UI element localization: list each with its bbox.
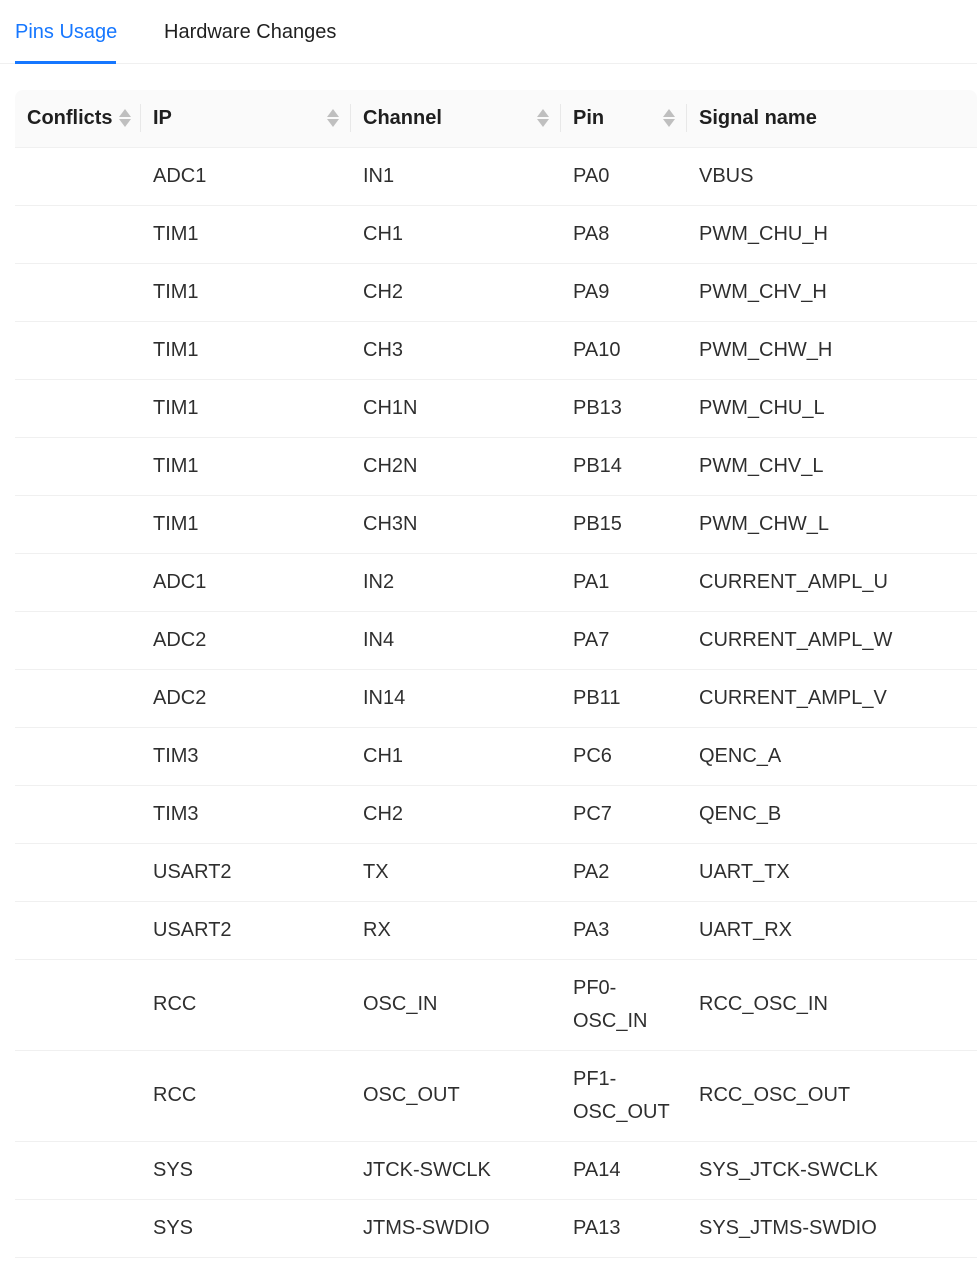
column-header-pin[interactable] <box>561 90 687 147</box>
table-row[interactable] <box>15 1199 977 1257</box>
cell-pin: PF1- OSC_OUT <box>561 1050 687 1141</box>
column-header-signal-name <box>687 90 977 147</box>
cell-conflicts <box>15 611 141 669</box>
cell-pin: PB15 <box>561 495 687 553</box>
cell-channel: CH2N <box>351 437 561 495</box>
cell-pin: PA2 <box>561 843 687 901</box>
table-row[interactable] <box>15 727 977 785</box>
cell-ip: RCC <box>141 959 351 1050</box>
cell-channel: CH3N <box>351 495 561 553</box>
active-tab-indicator <box>15 61 116 64</box>
table-row[interactable] <box>15 205 977 263</box>
sort-icon[interactable] <box>537 109 549 127</box>
cell-signal-name: UART_RX <box>687 901 977 959</box>
cell-ip: SYS <box>141 1199 351 1257</box>
cell-pin: PA9 <box>561 263 687 321</box>
cell-channel: OSC_OUT <box>351 1050 561 1141</box>
cell-pin: PA1 <box>561 553 687 611</box>
cell-signal-name: RCC_OSC_OUT <box>687 1050 977 1141</box>
cell-ip: TIM3 <box>141 727 351 785</box>
cell-signal-name: PWM_CHV_H <box>687 263 977 321</box>
cell-signal-name: CURRENT_AMPL_W <box>687 611 977 669</box>
cell-signal-name: QENC_A <box>687 727 977 785</box>
cell-conflicts <box>15 147 141 205</box>
cell-conflicts <box>15 959 141 1050</box>
cell-conflicts <box>15 1199 141 1257</box>
cell-ip: ADC1 <box>141 553 351 611</box>
tab-bar <box>0 0 977 64</box>
cell-signal-name: PWM_CHW_H <box>687 321 977 379</box>
cell-signal-name: RCC_OSC_IN <box>687 959 977 1050</box>
cell-channel: IN4 <box>351 611 561 669</box>
cell-signal-name: SYS_JTCK-SWCLK <box>687 1141 977 1199</box>
cell-ip: USART2 <box>141 901 351 959</box>
cell-channel: OSC_IN <box>351 959 561 1050</box>
cell-conflicts <box>15 437 141 495</box>
tab-hardware-changes[interactable]: Hardware Changes <box>164 21 337 43</box>
cell-pin: PB14 <box>561 437 687 495</box>
table-row[interactable] <box>15 959 977 1050</box>
cell-pin: PA3 <box>561 901 687 959</box>
sort-icon[interactable] <box>119 109 131 127</box>
column-header-channel[interactable] <box>351 90 561 147</box>
column-header-label: Signal name <box>699 106 817 129</box>
cell-pin: PC7 <box>561 785 687 843</box>
sort-icon[interactable] <box>327 109 339 127</box>
cell-ip: USART2 <box>141 843 351 901</box>
cell-channel: TX <box>351 843 561 901</box>
table-row[interactable] <box>15 495 977 553</box>
table-row[interactable] <box>15 785 977 843</box>
cell-conflicts <box>15 553 141 611</box>
cell-channel: JTMS-SWDIO <box>351 1199 561 1257</box>
cell-signal-name: SYS_JTMS-SWDIO <box>687 1199 977 1257</box>
table-row[interactable] <box>15 901 977 959</box>
cell-channel: CH1 <box>351 205 561 263</box>
cell-conflicts <box>15 785 141 843</box>
column-header-conflicts[interactable] <box>15 90 141 147</box>
column-header-label: IP <box>153 106 172 129</box>
cell-ip: ADC1 <box>141 147 351 205</box>
cell-conflicts <box>15 321 141 379</box>
cell-channel: JTCK-SWCLK <box>351 1141 561 1199</box>
column-header-label: Channel <box>363 106 442 129</box>
cell-conflicts <box>15 263 141 321</box>
cell-signal-name: PWM_CHW_L <box>687 495 977 553</box>
cell-pin: PB11 <box>561 669 687 727</box>
cell-conflicts <box>15 1141 141 1199</box>
cell-conflicts <box>15 727 141 785</box>
sort-icon[interactable] <box>663 109 675 127</box>
column-header-ip[interactable] <box>141 90 351 147</box>
cell-channel: IN2 <box>351 553 561 611</box>
table-row[interactable] <box>15 843 977 901</box>
cell-signal-name: UART_TX <box>687 843 977 901</box>
cell-signal-name: PWM_CHV_L <box>687 437 977 495</box>
pins-table <box>15 90 977 1258</box>
cell-signal-name: QENC_B <box>687 785 977 843</box>
cell-conflicts <box>15 205 141 263</box>
cell-channel: CH3 <box>351 321 561 379</box>
table-row[interactable] <box>15 1141 977 1199</box>
cell-ip: TIM1 <box>141 437 351 495</box>
cell-pin: PA8 <box>561 205 687 263</box>
cell-channel: CH2 <box>351 785 561 843</box>
cell-pin: PB13 <box>561 379 687 437</box>
cell-channel: IN1 <box>351 147 561 205</box>
cell-ip: TIM1 <box>141 205 351 263</box>
table-header-row <box>15 90 977 147</box>
cell-pin: PA7 <box>561 611 687 669</box>
cell-signal-name: VBUS <box>687 147 977 205</box>
cell-pin: PA13 <box>561 1199 687 1257</box>
tab-pins-usage[interactable]: Pins Usage <box>15 21 118 43</box>
table-row[interactable] <box>15 147 977 205</box>
table-row[interactable] <box>15 379 977 437</box>
cell-ip: TIM3 <box>141 785 351 843</box>
cell-ip: TIM1 <box>141 495 351 553</box>
cell-signal-name: PWM_CHU_H <box>687 205 977 263</box>
cell-channel: CH2 <box>351 263 561 321</box>
cell-ip: TIM1 <box>141 321 351 379</box>
table-row[interactable] <box>15 1050 977 1141</box>
cell-ip: SYS <box>141 1141 351 1199</box>
cell-signal-name: CURRENT_AMPL_V <box>687 669 977 727</box>
cell-conflicts <box>15 495 141 553</box>
cell-signal-name: CURRENT_AMPL_U <box>687 553 977 611</box>
cell-pin: PA0 <box>561 147 687 205</box>
cell-conflicts <box>15 669 141 727</box>
table-row[interactable] <box>15 669 977 727</box>
column-header-label: Pin <box>573 106 605 129</box>
cell-pin: PA14 <box>561 1141 687 1199</box>
cell-pin: PA10 <box>561 321 687 379</box>
cell-ip: ADC2 <box>141 669 351 727</box>
cell-ip: TIM1 <box>141 263 351 321</box>
cell-channel: RX <box>351 901 561 959</box>
cell-conflicts <box>15 901 141 959</box>
cell-pin: PC6 <box>561 727 687 785</box>
cell-ip: ADC2 <box>141 611 351 669</box>
cell-channel: CH1N <box>351 379 561 437</box>
cell-pin: PF0- OSC_IN <box>561 959 687 1050</box>
cell-conflicts <box>15 1050 141 1141</box>
cell-signal-name: PWM_CHU_L <box>687 379 977 437</box>
table-row[interactable] <box>15 553 977 611</box>
column-header-label: Conflicts <box>27 106 113 129</box>
table-row[interactable] <box>15 263 977 321</box>
cell-conflicts <box>15 379 141 437</box>
table-row[interactable] <box>15 611 977 669</box>
cell-ip: TIM1 <box>141 379 351 437</box>
cell-channel: IN14 <box>351 669 561 727</box>
cell-ip: RCC <box>141 1050 351 1141</box>
table-row[interactable] <box>15 437 977 495</box>
cell-conflicts <box>15 843 141 901</box>
cell-channel: CH1 <box>351 727 561 785</box>
table-body <box>15 147 977 1257</box>
table-row[interactable] <box>15 321 977 379</box>
